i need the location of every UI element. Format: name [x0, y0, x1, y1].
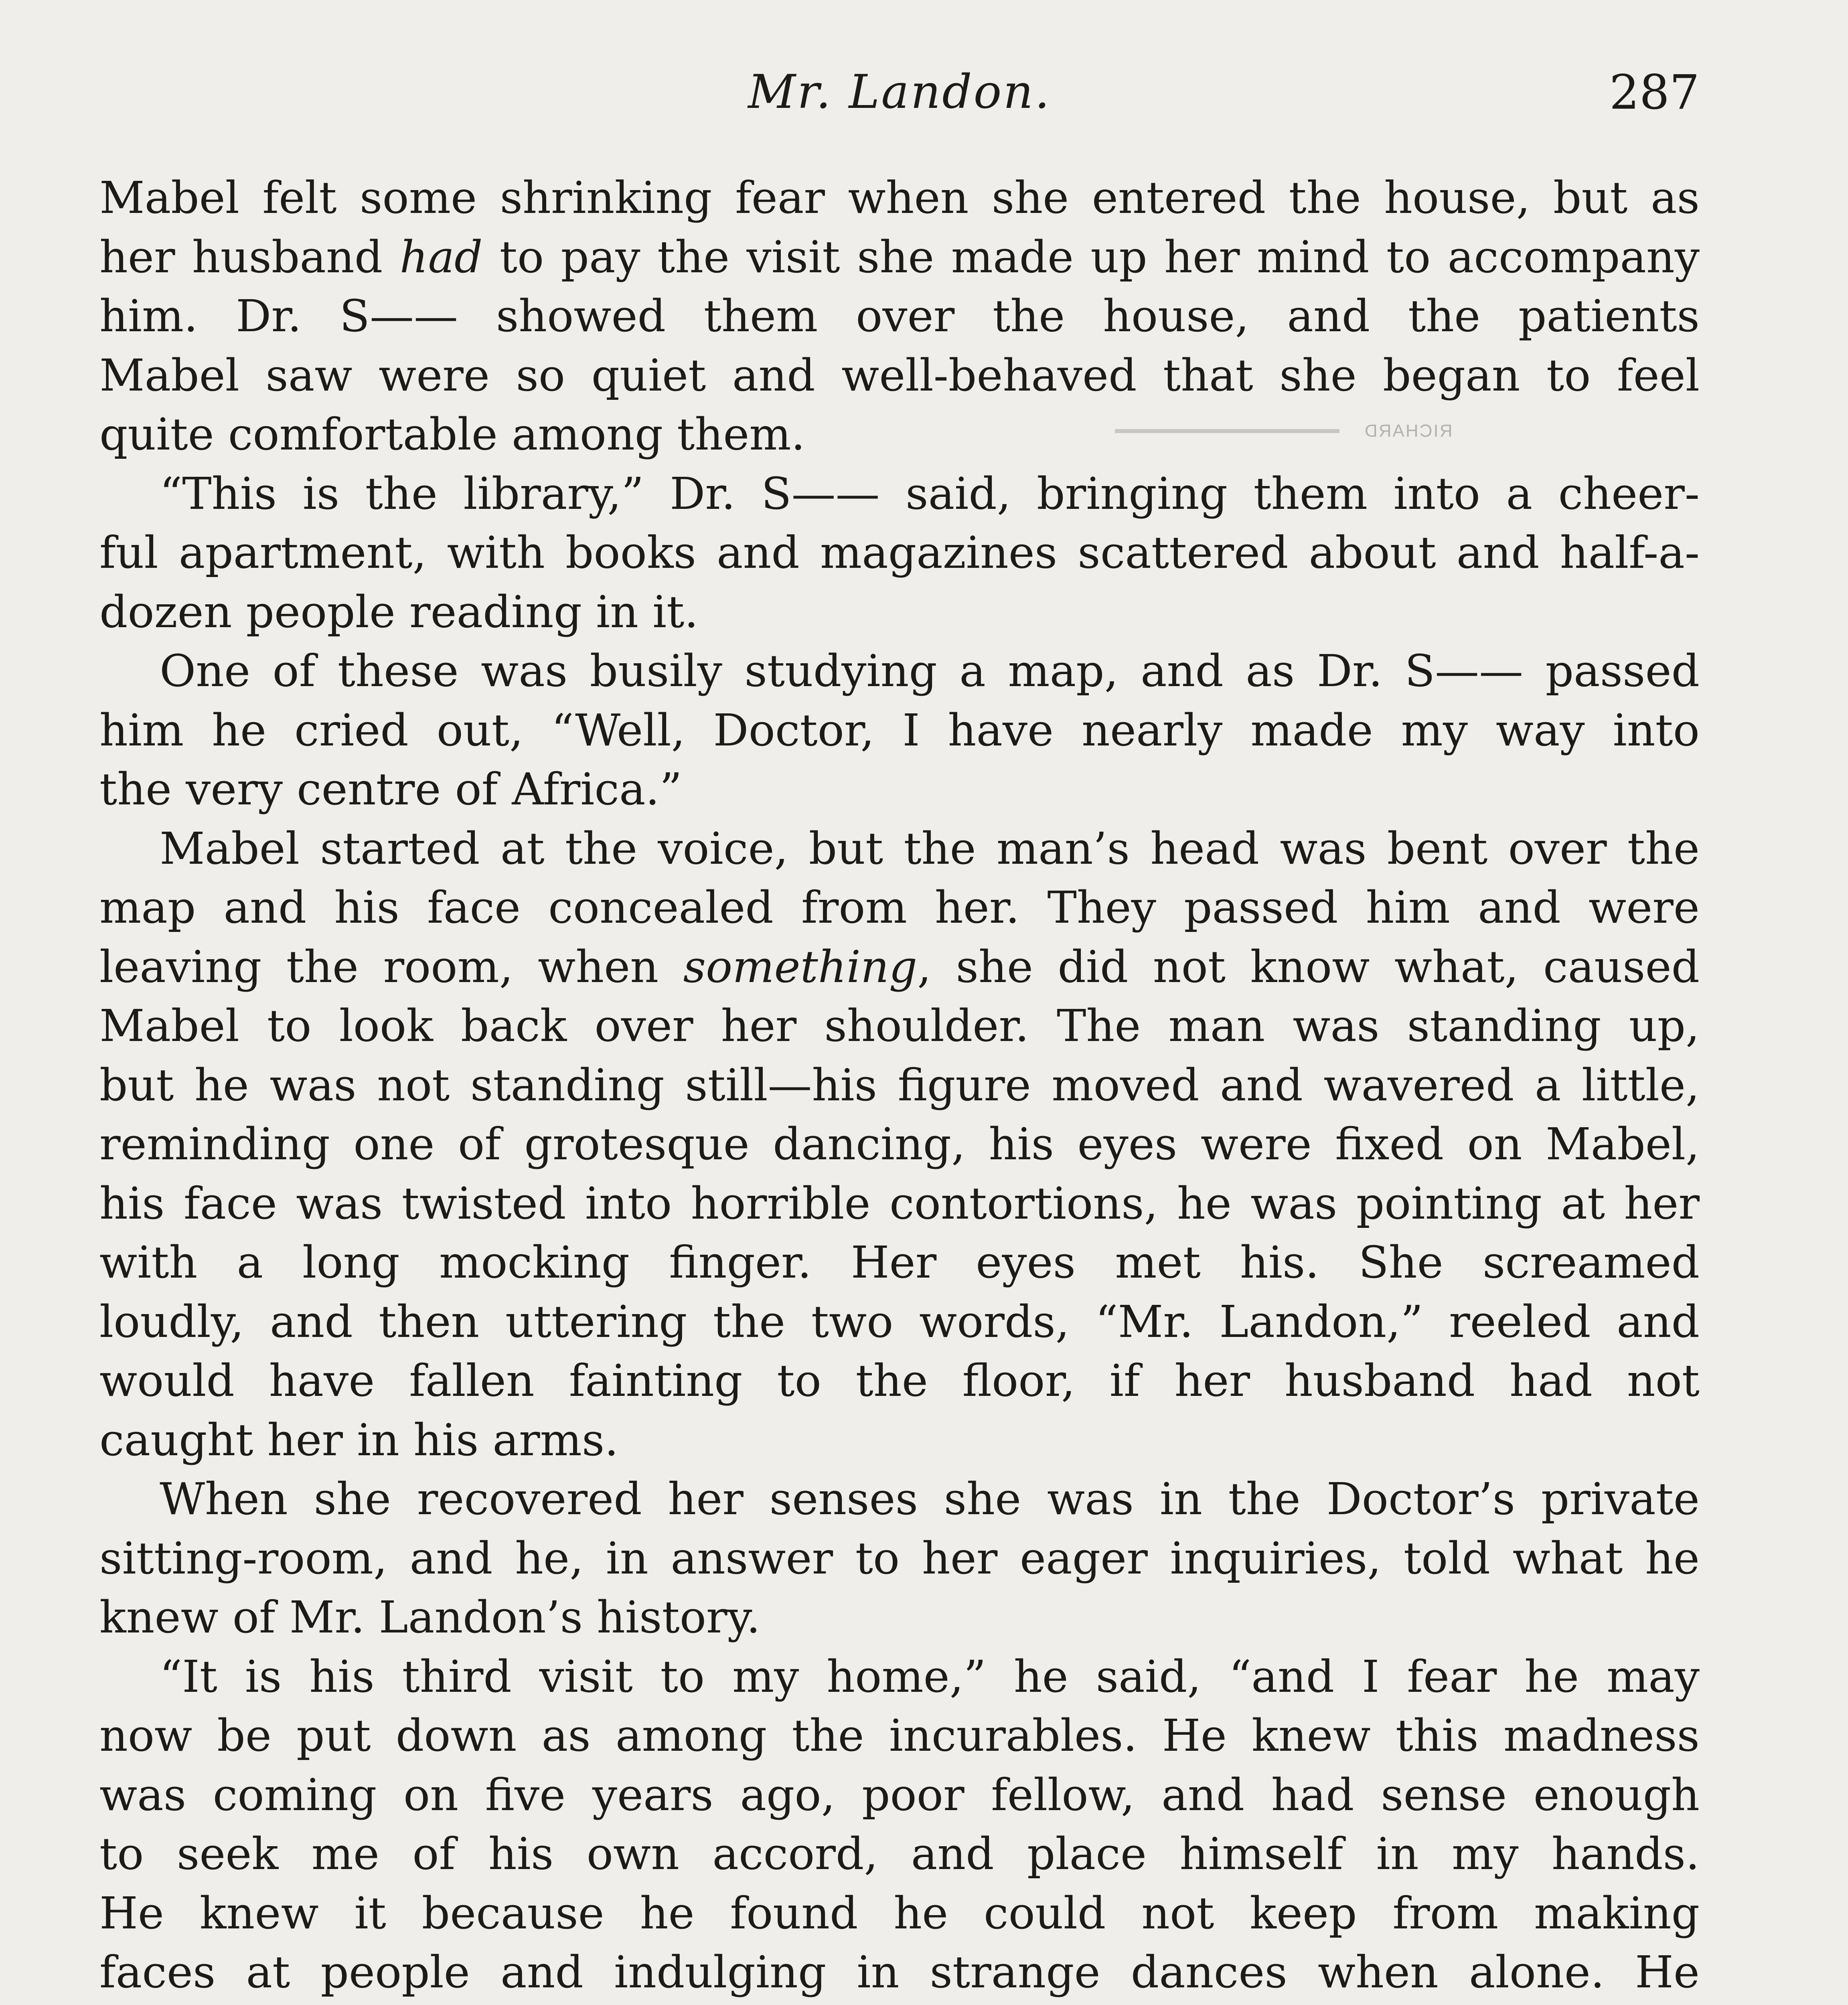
text-line: leaving the room, when something, she did not know what, caused [99, 941, 1700, 992]
stamp-text: RICHARD [1364, 421, 1453, 441]
text-line: map and his face concealed from her. They passed him and were [99, 882, 1700, 933]
text-line: to seek me of his own accord, and place himself in my hands. [99, 1828, 1700, 1879]
text-line: him he cried out, “Well, Doctor, I have nearly made my way into [99, 704, 1700, 756]
stamp-bar [1115, 429, 1339, 433]
text-line: ful apartment, with books and magazines scattered about and half-a- [99, 527, 1700, 578]
text-line [99, 2002, 1700, 2005]
text-line: would have fallen fainting to the floor, if her husband had not [99, 1355, 1700, 1406]
body-text [99, 168, 1700, 2005]
text-line: faces at people and indulging in strange dances when alone. He [99, 1946, 1700, 1998]
paragraph [99, 464, 1700, 642]
page-number: 287 [1609, 65, 1700, 120]
paragraph [99, 1647, 1700, 2005]
text-line: Mabel felt some shrinking fear when she entered the house, but as [99, 172, 1700, 223]
text-line: “It is his third visit to my home,” he said, “and I fear he may [160, 1651, 1700, 1702]
text-line: quite comfortable among them. [99, 409, 805, 460]
text-line: her husband had to pay the visit she made up her mind to accompany [99, 231, 1700, 283]
paragraph [99, 168, 1700, 464]
paragraph [99, 642, 1700, 819]
text-line: his face was twisted into horrible contortions, he was pointing at her [99, 1177, 1700, 1229]
running-head [99, 60, 1700, 124]
text-line: knew of Mr. Landon’s history. [99, 1592, 761, 1643]
text-line: him. Dr. S—— showed them over the house, and the patients [99, 290, 1700, 342]
text-line: was coming on five years ago, poor fellow, and had sense enough [99, 1769, 1700, 1821]
text-line: the very centre of Africa.” [99, 764, 682, 815]
italic-word: had [399, 231, 483, 283]
text-line: loudly, and then uttering the two words, “Mr. Landon,” reeled and [99, 1296, 1700, 1347]
text-line: dozen people reading in it. [99, 586, 699, 638]
text-line: When she recovered her senses she was in the Doctor’s private [160, 1473, 1700, 1525]
text-line: One of these was busily studying a map, and as Dr. S—— passed [160, 645, 1700, 697]
text-line: now be put down as among the incurables. He knew this madness [99, 1710, 1700, 1761]
text-line: reminding one of grotesque dancing, his eyes were fixed on Mabel, [99, 1118, 1700, 1170]
text-line: sitting-room, and he, in answer to her eager inquiries, told what he [99, 1532, 1700, 1584]
running-title: Mr. Landon. [748, 65, 1051, 119]
text-line: “This is the library,” Dr. S—— said, bringing them into a cheer- [160, 468, 1700, 519]
text-line: Mabel to look back over her shoulder. The man was standing up, [99, 1000, 1700, 1051]
text-line: He knew it because he found he could not keep from making [99, 1887, 1700, 1939]
text-line: but he was not standing still—his figure moved and wavered a little, [99, 1059, 1700, 1111]
text-line: Mabel started at the voice, but the man’s head was bent over the [160, 822, 1700, 874]
italic-word: something [683, 941, 918, 992]
library-stamp [1115, 413, 1453, 449]
text-line: with a long mocking finger. Her eyes met his. She screamed [99, 1237, 1700, 1288]
text-line: caught her in his arms. [99, 1414, 619, 1466]
text-line: Mabel saw were so quiet and well-behaved that she began to feel [99, 349, 1700, 401]
paragraph [99, 819, 1700, 1470]
paragraph [99, 1470, 1700, 1647]
